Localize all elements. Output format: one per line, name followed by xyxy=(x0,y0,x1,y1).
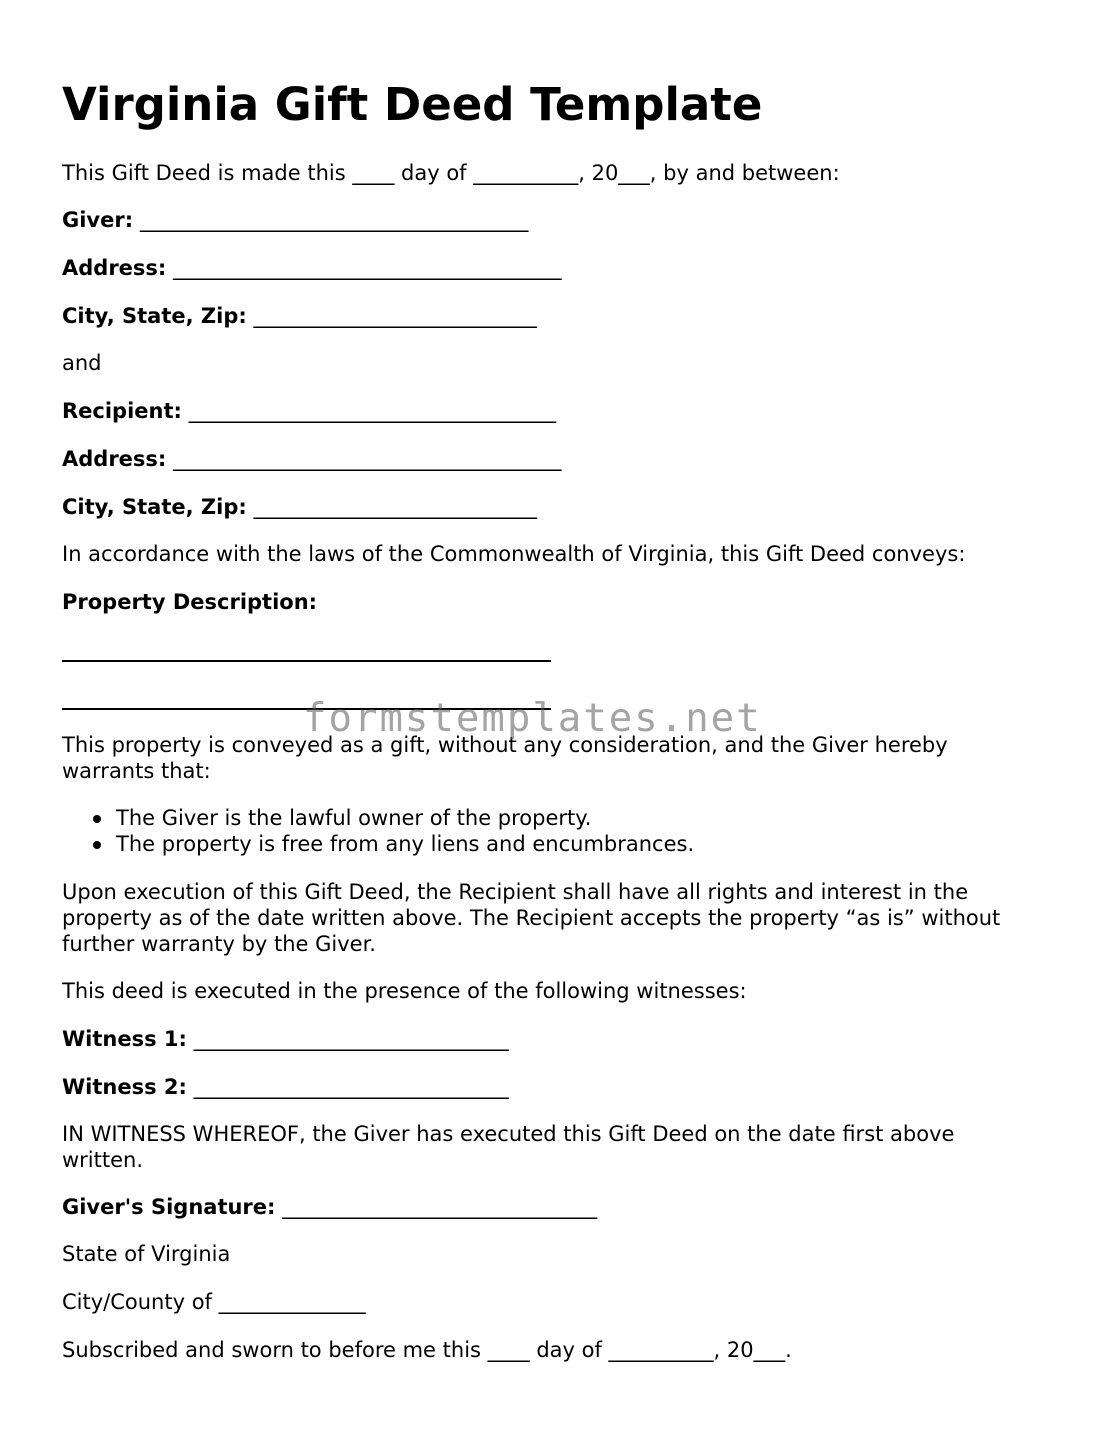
recipient-csz-field xyxy=(62,494,537,520)
giver-name-field xyxy=(62,207,528,233)
and-text: and xyxy=(62,351,102,375)
intro-text: This Gift Deed is made this ____ day of __________, 20___, by and between: xyxy=(62,161,840,185)
recipient-address-field xyxy=(62,446,562,472)
giver-name-label: Giver: xyxy=(62,208,134,232)
sworn-text: Subscribed and sworn to before me this ____ day of __________, 20___. xyxy=(62,1338,792,1362)
giver-csz-label: City, State, Zip: xyxy=(62,304,247,328)
list-item: The property is free from any liens and encumbrances. xyxy=(116,832,695,856)
state-text: State of Virginia xyxy=(62,1242,231,1266)
warranty-list xyxy=(62,805,694,857)
recipient-name-field xyxy=(62,398,556,424)
witness-1-label: Witness 1: xyxy=(62,1027,187,1051)
conveys-text: In accordance with the laws of the Commonwealth of Virginia, this Gift Deed conveys: xyxy=(62,542,966,566)
giver-csz-blank: ___________________________ xyxy=(253,304,537,328)
execution-text: Upon execution of this Gift Deed, the Recipient shall have all rights and interest in the property as of the date written above. The Recipient accepts the property “as is” without further warranty by the Giver. xyxy=(62,880,1001,956)
witness-intro-text: This deed is executed in the presence of the following witnesses: xyxy=(62,979,747,1003)
property-description-label: Property Description: xyxy=(62,590,318,614)
recipient-csz-blank: ___________________________ xyxy=(253,495,537,519)
recipient-name-blank: ___________________________________ xyxy=(188,399,557,423)
county-text: City/County of ______________ xyxy=(62,1290,366,1314)
giver-name-blank: _____________________________________ xyxy=(139,208,529,232)
gift-warranty-text: This property is conveyed as a gift, without any consideration, and the Giver hereby warrants that: xyxy=(62,733,948,783)
list-item: The Giver is the lawful owner of the property. xyxy=(116,805,694,831)
in-witness-text: IN WITNESS WHEREOF, the Giver has executed this Gift Deed on the date first above written. xyxy=(62,1122,955,1172)
giver-signature-blank: ______________________________ xyxy=(282,1195,598,1219)
giver-csz-field xyxy=(62,303,537,329)
giver-signature-field xyxy=(62,1194,597,1220)
giver-signature-label: Giver's Signature: xyxy=(62,1195,276,1219)
giver-address-label: Address: xyxy=(62,256,167,280)
property-description-line-1 xyxy=(62,660,551,662)
witness-2-blank: ______________________________ xyxy=(193,1075,509,1099)
recipient-csz-label: City, State, Zip: xyxy=(62,495,247,519)
witness-1-blank: ______________________________ xyxy=(193,1027,509,1051)
page-title: Virginia Gift Deed Template xyxy=(62,78,763,131)
recipient-address-blank: _____________________________________ xyxy=(173,447,562,471)
giver-address-field xyxy=(62,255,562,281)
witness-2-label: Witness 2: xyxy=(62,1075,187,1099)
witness-1-field xyxy=(62,1026,509,1052)
giver-address-blank: _____________________________________ xyxy=(173,256,562,280)
recipient-name-label: Recipient: xyxy=(62,399,182,423)
witness-2-field xyxy=(62,1074,509,1100)
watermark: formstemplates.net xyxy=(303,696,762,741)
recipient-address-label: Address: xyxy=(62,447,167,471)
